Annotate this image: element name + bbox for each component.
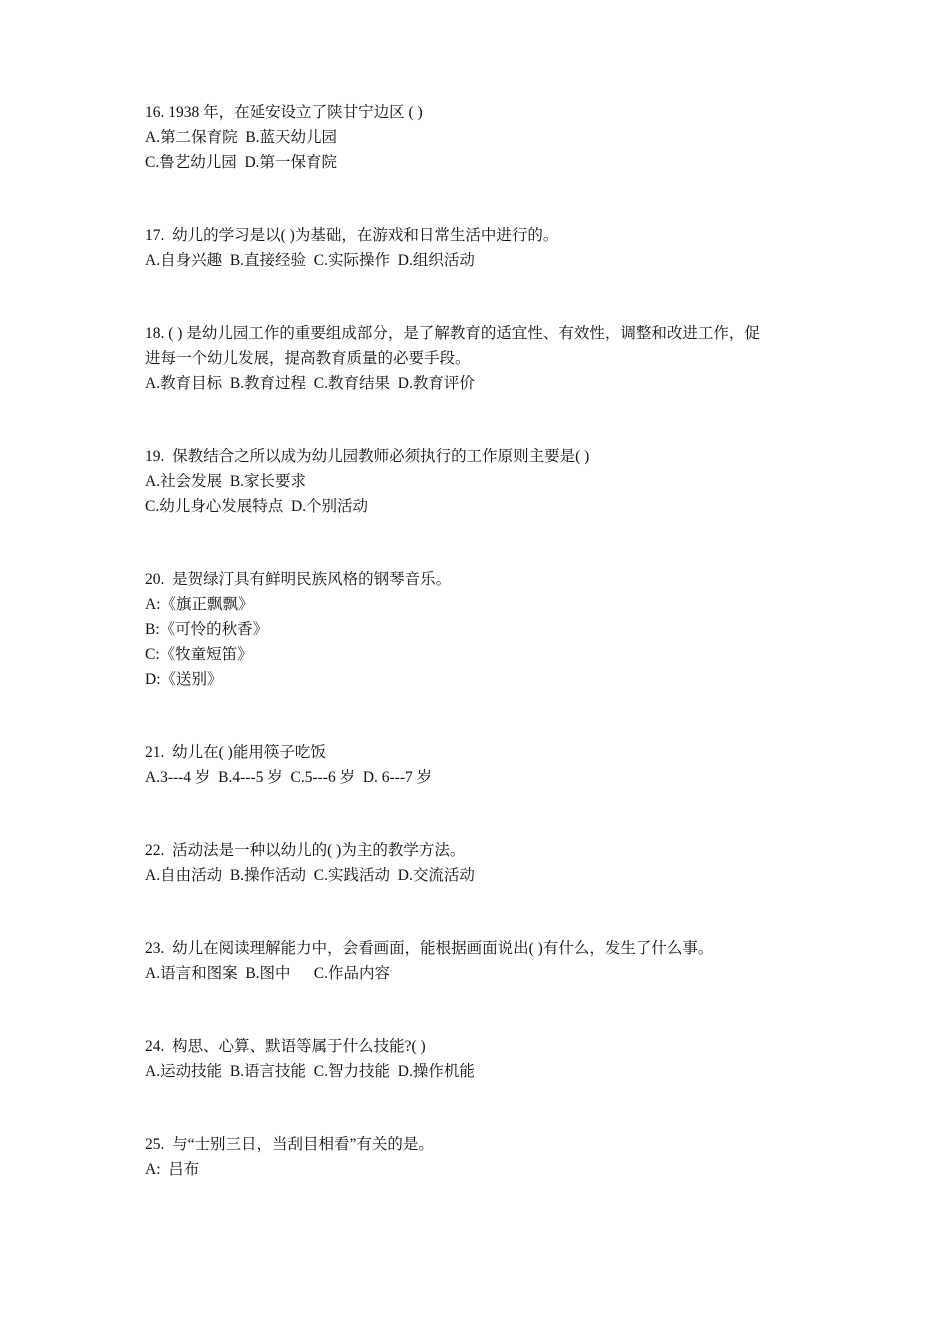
answer-options: 进每一个幼儿发展，提高教育质量的必要手段。 xyxy=(145,350,471,367)
answer-options: A.自身兴趣 B.直接经验 C.实际操作 D.组织活动 xyxy=(145,252,475,269)
answer-options: B:《可怜的秋香》 xyxy=(145,621,269,638)
question-stem: 17. 幼儿的学习是以( )为基础，在游戏和日常生活中进行的。 xyxy=(145,227,559,244)
question-block xyxy=(145,1132,825,1182)
question-stem: 16. 1938 年，在延安设立了陕甘宁边区 ( ) xyxy=(145,104,423,121)
answer-options: A.语言和图案 B.图中 C.作品内容 xyxy=(145,965,390,982)
document-body xyxy=(145,100,825,1230)
question-stem: 24. 构思、心算、默语等属于什么技能?( ) xyxy=(145,1038,426,1055)
question-stem: 23. 幼儿在阅读理解能力中，会看画面，能根据画面说出( )有什么，发生了什么事。 xyxy=(145,940,714,957)
question-stem: 20. 是贺绿汀具有鲜明民族风格的钢琴音乐。 xyxy=(145,571,452,588)
answer-options: C:《牧童短笛》 xyxy=(145,646,253,663)
question-block xyxy=(145,444,825,519)
question-stem: 22. 活动法是一种以幼儿的( )为主的教学方法。 xyxy=(145,842,466,859)
answer-options: A.3---4 岁 B.4---5 岁 C.5---6 岁 D. 6---7 岁 xyxy=(145,769,433,786)
question-block xyxy=(145,567,825,692)
answer-options: A.运动技能 B.语言技能 C.智力技能 D.操作机能 xyxy=(145,1063,475,1080)
answer-options: A.社会发展 B.家长要求 xyxy=(145,473,307,490)
question-stem: 18. ( ) 是幼儿园工作的重要组成部分，是了解教育的适宜性、有效性，调整和改进工作，促 xyxy=(145,325,760,342)
answer-options: A:《旗正飘飘》 xyxy=(145,596,254,613)
question-block xyxy=(145,838,825,888)
question-block xyxy=(145,1034,825,1084)
answer-options: C.幼儿身心发展特点 D.个别活动 xyxy=(145,498,369,515)
answer-options: D:《送别》 xyxy=(145,671,223,688)
answer-options: A.自由活动 B.操作活动 C.实践活动 D.交流活动 xyxy=(145,867,475,884)
answer-options: A: 吕布 xyxy=(145,1161,200,1178)
answer-options: C.鲁艺幼儿园 D.第一保育院 xyxy=(145,154,338,171)
question-block xyxy=(145,100,825,175)
question-stem: 25. 与“士别三日，当刮目相看”有关的是。 xyxy=(145,1136,434,1153)
question-stem: 19. 保教结合之所以成为幼儿园教师必须执行的工作原则主要是( ) xyxy=(145,448,590,465)
question-block xyxy=(145,740,825,790)
question-block xyxy=(145,936,825,986)
question-stem: 21. 幼儿在( )能用筷子吃饭 xyxy=(145,744,326,761)
question-block xyxy=(145,321,825,396)
question-block xyxy=(145,223,825,273)
answer-options: A.第二保育院 B.蓝天幼儿园 xyxy=(145,129,338,146)
answer-options: A.教育目标 B.教育过程 C.教育结果 D.教育评价 xyxy=(145,375,475,392)
